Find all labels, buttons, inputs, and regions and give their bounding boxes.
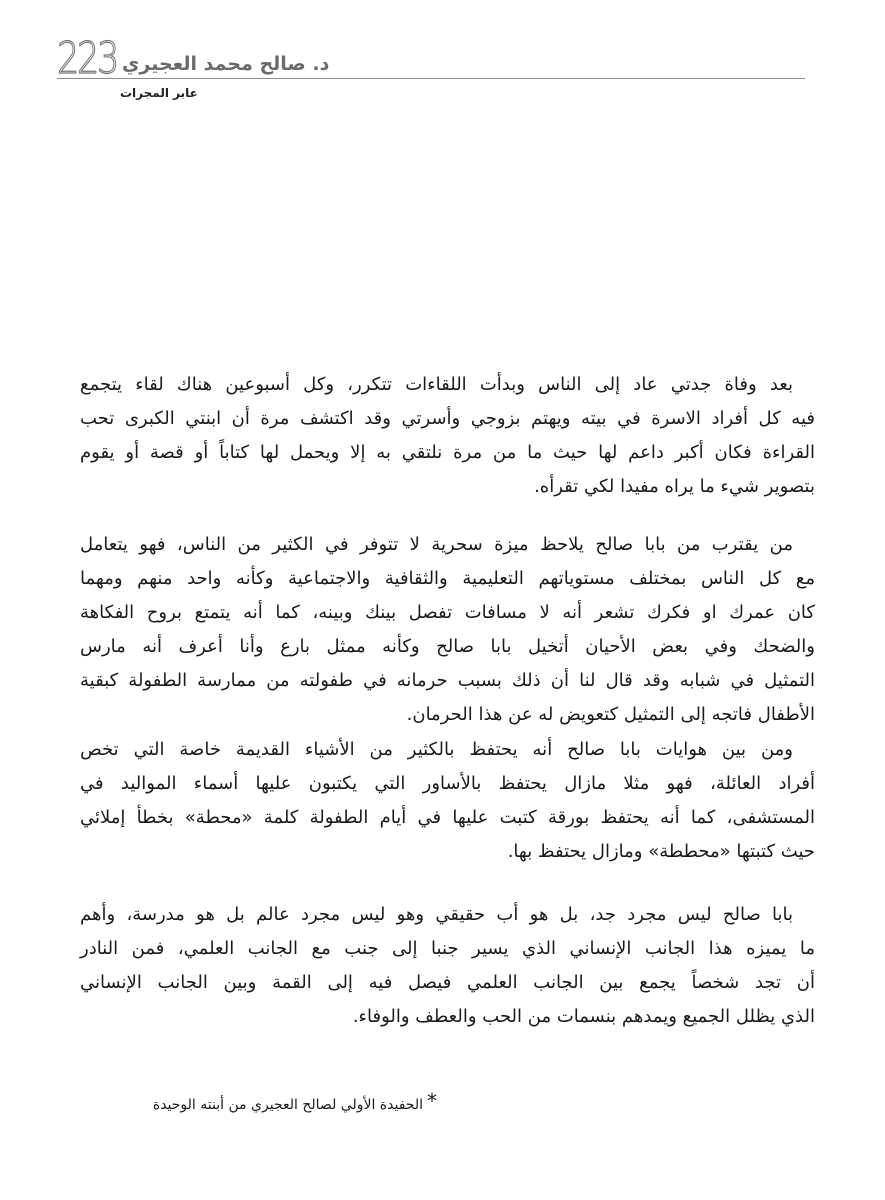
text-line: الذي يظلل الجميع ويمدهم بنسمات من الحب والعطف والوفاء.	[352, 1006, 815, 1027]
book-title: عابر المجرات	[120, 86, 198, 100]
text-line: التمثيل في شبابه وقد قال لنا أن ذلك بسبب حرمانه في طفولته من ممارسة الطفولة كبقية	[80, 670, 815, 691]
text-line: والضحك وفي بعض الأحيان أتخيل بابا صالح وكأنه ممثل بارع وأنا أعرف أنه مارس	[80, 636, 815, 657]
footnote	[152, 1089, 437, 1121]
paragraph	[80, 898, 815, 1034]
paragraph	[80, 368, 815, 504]
text-line: حيث كتبتها «محططة» ومازال يحتفظ بها.	[507, 841, 815, 862]
text-line: ومن بين هوايات بابا صالح أنه يحتفظ بالكثير من الأشياء القديمة خاصة التي تخص	[80, 739, 793, 760]
text-line: أن تجد شخصاً يجمع بين الجانب العلمي فيصل فيه إلى القمة وبين الجانب الإنساني	[80, 972, 815, 993]
text-line: من يقترب من بابا صالح يلاحظ ميزة سحرية لا تتوفر في الكثير من الناس، فهو يتعامل	[80, 534, 793, 555]
page-header	[57, 22, 805, 84]
text-line: بتصوير شيء ما يراه مفيدا لكي تقرأه.	[534, 476, 815, 497]
footnote-marker: *	[427, 1089, 437, 1113]
text-line: القراءة فكان أكبر داعم لها حيث ما من مرة نلتقي به إلا ويحمل لها كتاباً أو قصة أو يقوم	[80, 442, 815, 463]
author-name: د. صالح محمد العجيري	[122, 53, 330, 75]
footnote-text: الحفيدة الأولي لصالح العجيري من أبنته الوحيدة	[152, 1097, 423, 1113]
text-line: المستشفى، كما أنه يحتفظ بورقة كتبت عليها في أيام الطفولة كلمة «محطة» بخطأ إملائي	[80, 807, 815, 828]
text-line: ما يميزه هذا الجانب الإنساني الذي يسير جنبا إلى جنب مع الجانب العلمي، فمن النادر	[80, 938, 815, 959]
paragraph	[80, 733, 815, 869]
text-line: الأطفال فاتجه إلى التمثيل كتعويض له عن هذا الحرمان.	[406, 704, 815, 725]
text-line: بابا صالح ليس مجرد جد، بل هو أب حقيقي وهو ليس مجرد عالم بل هو مدرسة، وأهم	[80, 904, 793, 925]
text-line: كان عمرك او فكرك تشعر أنه لا مسافات تفصل بينك وبينه، كما أنه يتمتع بروح الفكاهة	[80, 602, 815, 623]
text-line: مع كل الناس بمختلف مستوياتهم التعليمية والثقافية والاجتماعية وكأنه واحد منهم ومهما	[80, 568, 815, 589]
page-number: 223	[57, 33, 117, 84]
paragraph	[80, 528, 815, 732]
text-line: فيه كل أفراد الاسرة في بيته ويهتم بزوجي وأسرتي وقد اكتشف مرة أن ابنتي الكبرى تحب	[80, 408, 815, 429]
text-line: أفراد العائلة، فهو مثلا مازال يحتفظ بالأساور التي يكتبون عليها أسماء المواليد في	[80, 773, 815, 794]
text-line: بعد وفاة جدتي عاد إلى الناس وبدأت اللقاءات تتكرر، وكل أسبوعين هناك لقاء يتجمع	[80, 374, 793, 395]
